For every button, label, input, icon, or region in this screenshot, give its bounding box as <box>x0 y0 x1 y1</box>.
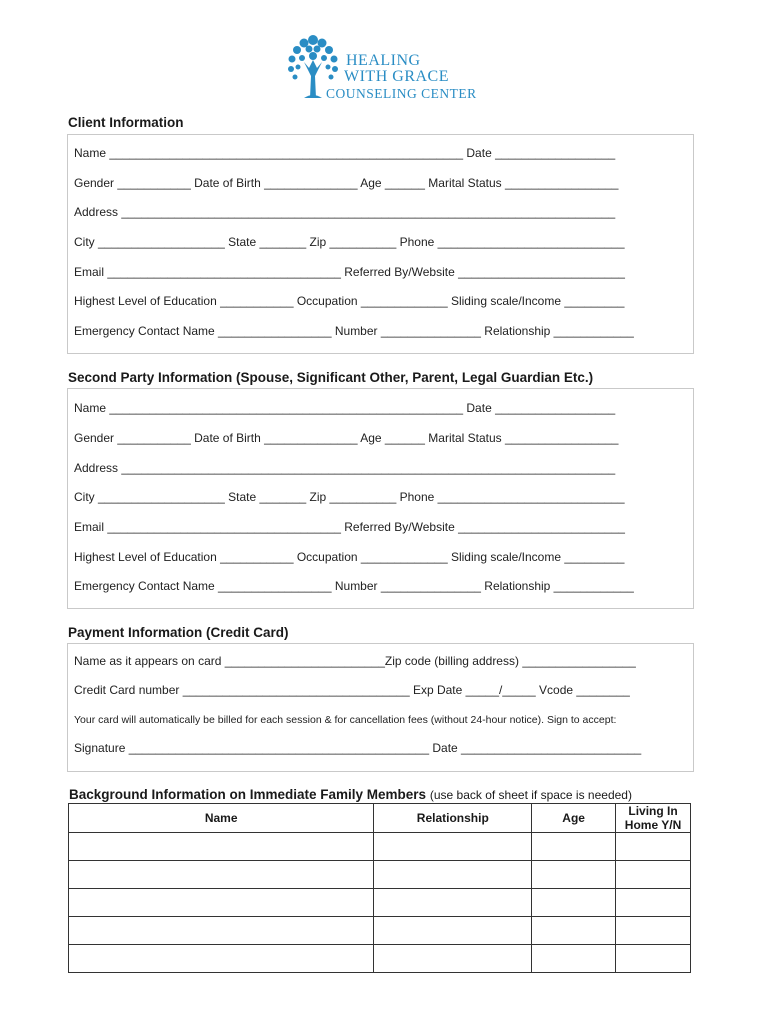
table-row <box>69 833 691 861</box>
client-name-date-row[interactable]: Name _____________________________________________________ Date __________________ <box>74 146 616 160</box>
second-gender-row[interactable]: Gender ___________ Date of Birth ______________ Age ______ Marital Status _________________ <box>74 431 619 445</box>
family-table-header <box>69 804 691 833</box>
living-in-home-cell[interactable] <box>616 945 691 973</box>
client-city-row[interactable]: City ___________________ State _______ Zip __________ Phone ____________________________ <box>74 235 625 249</box>
second-party-title: Second Party Information (Spouse, Significant Other, Parent, Legal Guardian Etc.) <box>68 370 594 385</box>
header-living-in-home <box>616 804 691 833</box>
name-cell[interactable] <box>69 917 374 945</box>
client-address-row[interactable]: Address __________________________________________________________________________ <box>74 205 616 219</box>
relationship-cell[interactable] <box>374 861 532 889</box>
family-members-table <box>68 803 691 973</box>
client-gender-row[interactable]: Gender ___________ Date of Birth ______________ Age ______ Marital Status _________________ <box>74 176 619 190</box>
relationship-cell[interactable] <box>374 833 532 861</box>
age-cell[interactable] <box>532 917 616 945</box>
second-name-date-row[interactable]: Name _____________________________________________________ Date __________________ <box>74 401 616 415</box>
payment-info-title: Payment Information (Credit Card) <box>68 625 289 640</box>
relationship-cell[interactable] <box>374 917 532 945</box>
header-age: Age <box>532 804 616 833</box>
client-info-title: Client Information <box>68 115 184 130</box>
name-cell[interactable] <box>69 861 374 889</box>
name-cell[interactable] <box>69 945 374 973</box>
living-in-home-cell[interactable] <box>616 917 691 945</box>
living-in-home-cell[interactable] <box>616 861 691 889</box>
header-name: Name <box>69 804 374 833</box>
family-table-body <box>69 833 691 973</box>
age-cell[interactable] <box>532 833 616 861</box>
family-info-title <box>69 787 632 802</box>
second-party-box <box>67 388 694 609</box>
living-in-home-cell[interactable] <box>616 833 691 861</box>
payment-info-box <box>67 643 694 772</box>
name-cell[interactable] <box>69 889 374 917</box>
age-cell[interactable] <box>532 861 616 889</box>
table-row <box>69 945 691 973</box>
name-cell[interactable] <box>69 833 374 861</box>
header-living-line-1: Living In <box>628 804 678 818</box>
billing-notice-text: Your card will automatically be billed for each session & for cancellation fees (without 24-hour notice). Sign to accept: <box>74 714 617 726</box>
table-row <box>69 917 691 945</box>
header-living-line-2: Home Y/N <box>624 818 682 832</box>
age-cell[interactable] <box>532 945 616 973</box>
center-logo <box>282 32 482 104</box>
relationship-cell[interactable] <box>374 945 532 973</box>
signature-date-row[interactable]: Signature _____________________________________________ Date ___________________________ <box>74 741 642 755</box>
client-emergency-row[interactable]: Emergency Contact Name _________________ Number _______________ Relationship ____________ <box>74 324 634 338</box>
age-cell[interactable] <box>532 889 616 917</box>
second-education-row[interactable]: Highest Level of Education ___________ Occupation _____________ Sliding scale/Income _________ <box>74 550 625 564</box>
logo-line-2: WITH GRACE <box>344 68 449 85</box>
card-number-row[interactable]: Credit Card number __________________________________ Exp Date _____/_____ Vcode ________ <box>74 683 630 697</box>
logo-line-3: COUNSELING CENTER <box>326 86 477 101</box>
table-row <box>69 889 691 917</box>
client-info-box <box>67 134 694 354</box>
second-city-row[interactable]: City ___________________ State _______ Zip __________ Phone ____________________________ <box>74 490 625 504</box>
family-note-text: (use back of sheet if space is needed) <box>429 788 632 802</box>
family-title-text: Background Information on Immediate Family Members <box>69 787 427 802</box>
second-emergency-row[interactable]: Emergency Contact Name _________________ Number _______________ Relationship ____________ <box>74 579 634 593</box>
second-email-row[interactable]: Email ___________________________________ Referred By/Website _________________________ <box>74 520 625 534</box>
table-row <box>69 861 691 889</box>
header-relationship: Relationship <box>374 804 532 833</box>
second-address-row[interactable]: Address __________________________________________________________________________ <box>74 461 616 475</box>
relationship-cell[interactable] <box>374 889 532 917</box>
card-name-zip-row[interactable]: Name as it appears on card ________________________Zip code (billing address) _________________ <box>74 654 636 668</box>
logo-line-1: HEALING <box>346 52 421 69</box>
living-in-home-cell[interactable] <box>616 889 691 917</box>
client-education-row[interactable]: Highest Level of Education ___________ Occupation _____________ Sliding scale/Income _________ <box>74 294 625 308</box>
client-email-row[interactable]: Email ___________________________________ Referred By/Website _________________________ <box>74 265 625 279</box>
